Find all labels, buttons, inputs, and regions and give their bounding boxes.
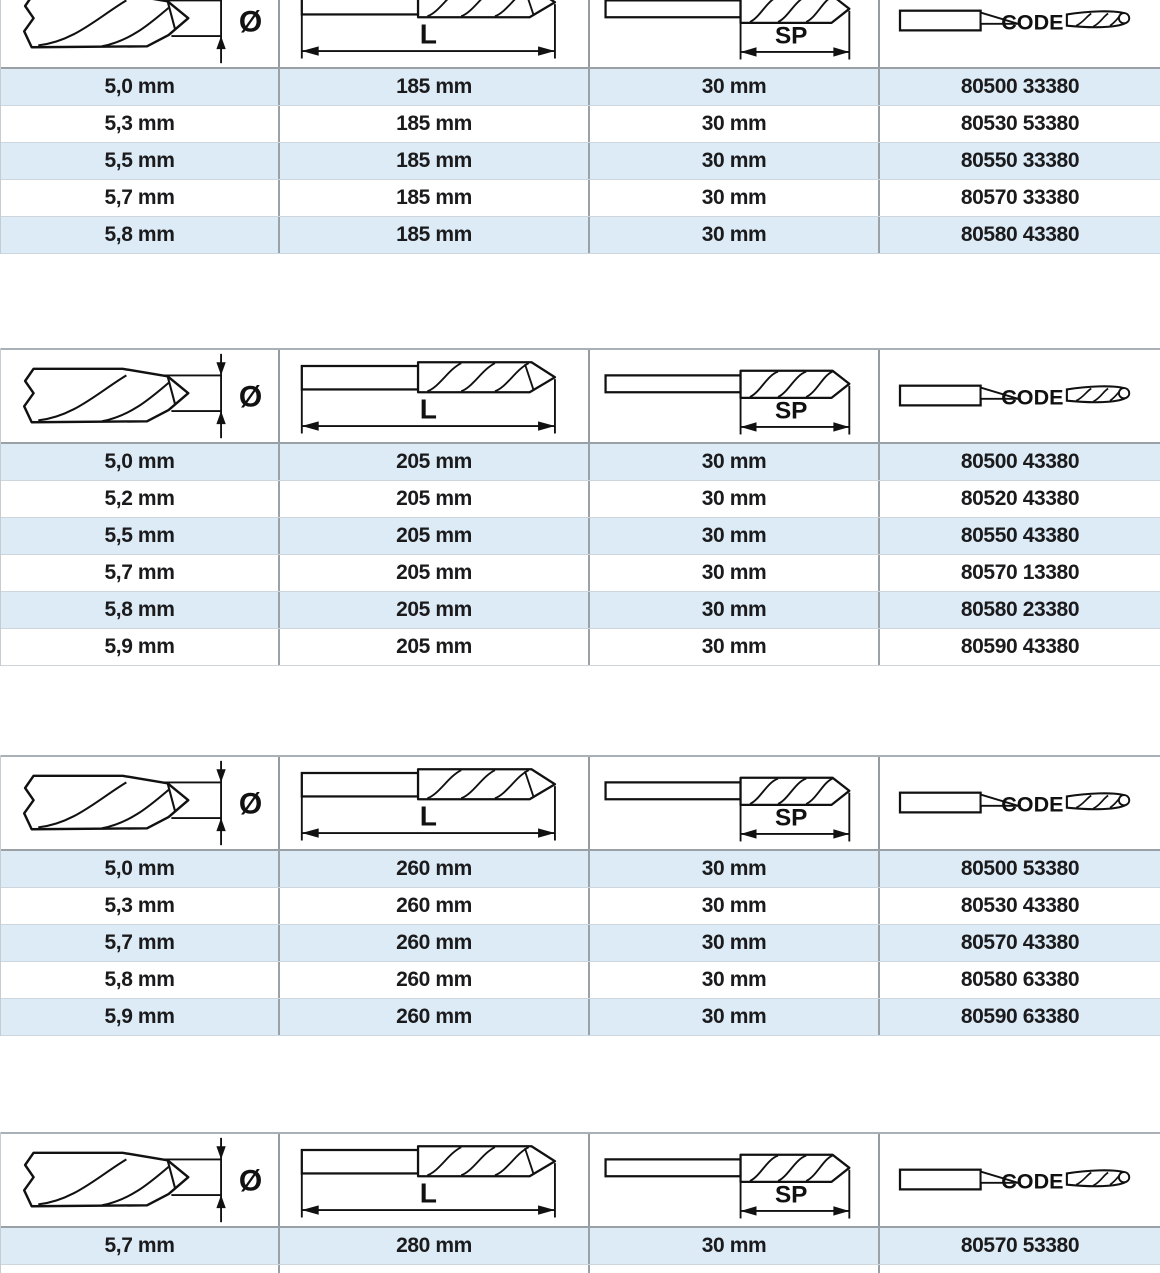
length-cell: 185 mm [280, 217, 590, 253]
spec-row [1, 106, 1160, 143]
spec-row [1, 69, 1160, 106]
spiral-cell: 30 mm [590, 481, 880, 517]
length-cell: 205 mm [280, 592, 590, 628]
spiral-column-header [590, 350, 880, 442]
spec-row [1, 444, 1160, 481]
diameter-cell: 5,5 mm [1, 143, 280, 179]
spec-row [1, 481, 1160, 518]
diameter-cell: 5,0 mm [1, 444, 280, 480]
length-cell: 185 mm [280, 69, 590, 105]
drill-spiral-diagram-icon [590, 351, 878, 441]
spiral-cell: 30 mm [590, 592, 880, 628]
length-cell: 185 mm [280, 106, 590, 142]
code-cell [880, 1265, 1160, 1273]
code-cell: 80530 53380 [960, 112, 1080, 135]
diameter-cell: 5,5 mm [1, 518, 280, 554]
length-cell [280, 1265, 590, 1273]
spec-row [1, 143, 1160, 180]
length-cell: 205 mm [280, 481, 590, 517]
diameter-cell: 5,9 mm [1, 999, 280, 1035]
drill-spiral-diagram-icon [590, 1135, 878, 1225]
length-cell: 185 mm [280, 180, 590, 216]
spiral-cell: 30 mm [590, 1228, 880, 1264]
table-header-row [1, 1132, 1160, 1228]
spiral-column-header [590, 757, 880, 849]
spiral-cell: 30 mm [590, 106, 880, 142]
length-cell: 205 mm [280, 555, 590, 591]
code-cell: 80580 43380 [960, 223, 1080, 246]
spec-row [1, 1228, 1160, 1265]
spiral-cell: 30 mm [590, 69, 880, 105]
diameter-cell: 5,7 mm [1, 1228, 280, 1264]
length-column-header [280, 1134, 590, 1226]
code-cell: 80580 63380 [960, 968, 1080, 991]
spiral-cell: 30 mm [590, 555, 880, 591]
spec-row [1, 180, 1160, 217]
length-cell: 280 mm [280, 1228, 590, 1264]
table-header-row [1, 348, 1160, 444]
spiral-cell: 30 mm [590, 851, 880, 887]
length-cell: 185 mm [280, 143, 590, 179]
drill-length-diagram-icon [280, 0, 588, 66]
diameter-column-header [1, 757, 280, 849]
code-cell: 80590 63380 [960, 1005, 1080, 1028]
code-column-header [880, 757, 1160, 849]
drill-code-diagram-icon [880, 1135, 1160, 1225]
diameter-cell: 5,8 mm [1, 217, 280, 253]
diameter-cell: 5,3 mm [1, 888, 280, 924]
spiral-cell: 30 mm [590, 925, 880, 961]
drill-spec-table-260mm [0, 755, 1160, 1036]
drill-spiral-diagram-icon [590, 758, 878, 848]
code-column-header [880, 1134, 1160, 1226]
length-cell: 260 mm [280, 925, 590, 961]
drill-diameter-diagram-icon [1, 351, 278, 441]
spiral-cell: 30 mm [590, 143, 880, 179]
code-cell: 80500 43380 [960, 450, 1080, 473]
code-cell: 80570 53380 [960, 1234, 1080, 1257]
code-column-header [880, 0, 1160, 67]
length-cell: 205 mm [280, 444, 590, 480]
diameter-cell: 5,7 mm [1, 555, 280, 591]
drill-diameter-diagram-icon [1, 0, 278, 66]
length-cell: 205 mm [280, 629, 590, 665]
drill-diameter-diagram-icon [1, 758, 278, 848]
table-header-row [1, 0, 1160, 69]
spiral-cell: 30 mm [590, 518, 880, 554]
drill-spiral-diagram-icon [590, 0, 878, 66]
diameter-cell: 5,8 mm [1, 962, 280, 998]
drill-length-diagram-icon [280, 351, 588, 441]
code-cell: 80520 43380 [960, 487, 1080, 510]
drill-code-diagram-icon [880, 351, 1160, 441]
diameter-cell: 5,7 mm [1, 925, 280, 961]
code-cell: 80550 43380 [960, 524, 1080, 547]
length-cell: 260 mm [280, 888, 590, 924]
spiral-cell: 30 mm [590, 962, 880, 998]
drill-code-diagram-icon [880, 758, 1160, 848]
code-cell: 80530 43380 [960, 894, 1080, 917]
code-cell: 80570 13380 [960, 561, 1080, 584]
spiral-cell: 30 mm [590, 217, 880, 253]
code-cell: 80570 33380 [960, 186, 1080, 209]
spec-row [1, 217, 1160, 254]
table-body [1, 444, 1160, 666]
code-cell: 80500 33380 [960, 75, 1080, 98]
diameter-cell: 5,8 mm [1, 592, 280, 628]
spiral-cell [590, 1265, 880, 1273]
diameter-cell [1, 1265, 280, 1273]
diameter-cell: 5,0 mm [1, 851, 280, 887]
spec-row [1, 592, 1160, 629]
spec-row [1, 999, 1160, 1036]
spec-row [1, 888, 1160, 925]
diameter-cell: 5,2 mm [1, 481, 280, 517]
diameter-cell: 5,9 mm [1, 629, 280, 665]
diameter-column-header [1, 0, 280, 67]
length-cell: 205 mm [280, 518, 590, 554]
length-cell: 260 mm [280, 962, 590, 998]
length-column-header [280, 350, 590, 442]
drill-spec-table-280mm [0, 1132, 1160, 1273]
diameter-column-header [1, 350, 280, 442]
drill-length-diagram-icon [280, 1135, 588, 1225]
drill-spec-table-185mm [0, 0, 1160, 254]
code-cell: 80590 43380 [960, 635, 1080, 658]
cropped-table-header [1, 0, 1160, 69]
code-cell: 80550 33380 [960, 149, 1080, 172]
drill-length-diagram-icon [280, 758, 588, 848]
code-cell: 80570 43380 [960, 931, 1080, 954]
length-cell: 260 mm [280, 999, 590, 1035]
code-cell: 80580 23380 [960, 598, 1080, 621]
code-column-header [880, 350, 1160, 442]
diameter-cell: 5,7 mm [1, 180, 280, 216]
length-column-header [280, 0, 590, 67]
spiral-cell: 30 mm [590, 180, 880, 216]
partial-row [1, 1265, 1160, 1273]
spec-row [1, 555, 1160, 592]
length-column-header [280, 757, 590, 849]
diameter-cell: 5,3 mm [1, 106, 280, 142]
table-body [1, 1228, 1160, 1265]
spec-row [1, 962, 1160, 999]
spec-row [1, 629, 1160, 666]
spiral-cell: 30 mm [590, 629, 880, 665]
spec-row [1, 851, 1160, 888]
diameter-cell: 5,0 mm [1, 69, 280, 105]
spiral-cell: 30 mm [590, 888, 880, 924]
diameter-column-header [1, 1134, 280, 1226]
spiral-cell: 30 mm [590, 999, 880, 1035]
drill-diameter-diagram-icon [1, 1135, 278, 1225]
spiral-cell: 30 mm [590, 444, 880, 480]
table-body [1, 851, 1160, 1036]
length-cell: 260 mm [280, 851, 590, 887]
drill-spec-table-205mm [0, 348, 1160, 666]
spec-row [1, 518, 1160, 555]
table-body [1, 69, 1160, 254]
spiral-column-header [590, 1134, 880, 1226]
drill-code-diagram-icon [880, 0, 1160, 66]
code-cell: 80500 53380 [960, 857, 1080, 880]
spiral-column-header [590, 0, 880, 67]
table-header-row [1, 755, 1160, 851]
spec-row [1, 925, 1160, 962]
